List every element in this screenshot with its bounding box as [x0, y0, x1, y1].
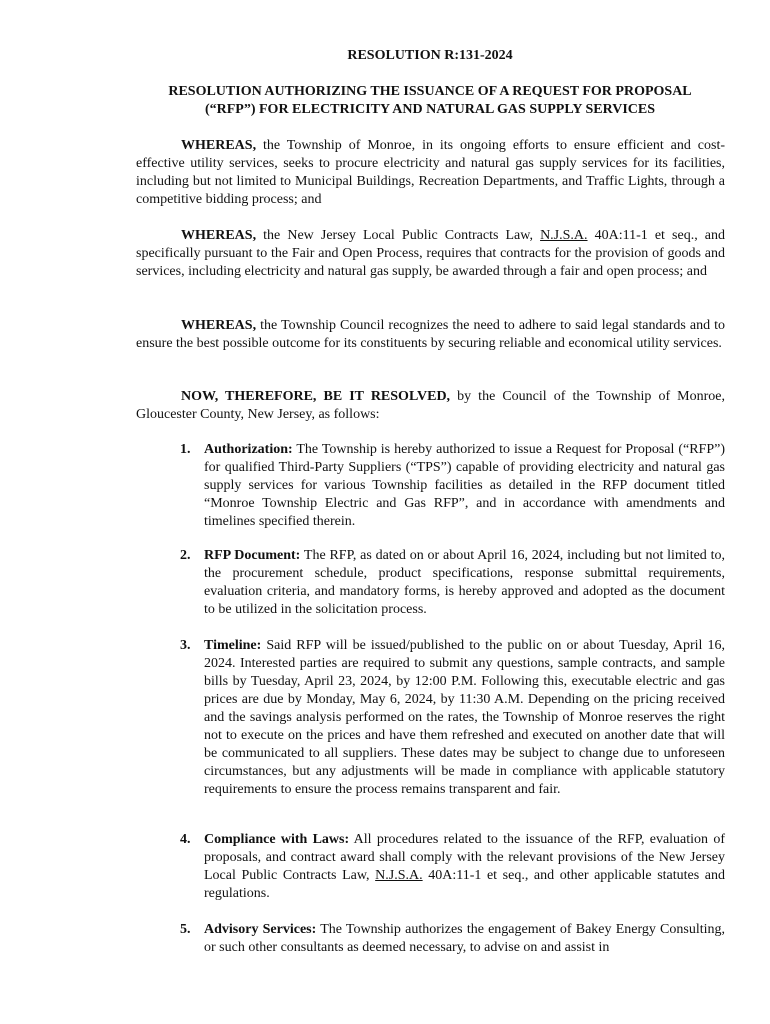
item-text: 40A:11-1 et seq., and other applicable statutes and regulations.	[204, 868, 725, 901]
resolved-lead: NOW, THEREFORE, BE IT RESOLVED,	[181, 389, 451, 404]
whereas-text: the New Jersey Local Public Contracts Law,	[256, 228, 541, 243]
item-text: All procedures related to the issuance of the RFP, evaluation of proposals, and contract award shall comply with the relevant provisions of the New Jersey Local Public Contracts Law,	[204, 832, 726, 883]
whereas-lead: WHEREAS,	[181, 228, 257, 243]
resolution-item-rfp-document	[180, 547, 725, 619]
item-number: 3.	[180, 638, 191, 653]
item-number: 4.	[180, 832, 191, 847]
whereas-text: the Township of Monroe, in its ongoing efforts to ensure efficient and cost-effective utility services, seeks to procure electricity and natural gas supply services for its facilities, including but not limited to Municipal Buildings, Recreation Departments, and Traffic Lights, through a competitive bidding process; and	[136, 138, 725, 207]
item-heading: Authorization:	[204, 442, 293, 457]
whereas-lead: WHEREAS,	[181, 318, 257, 333]
resolution-item-advisory	[180, 921, 725, 957]
item-body	[204, 637, 725, 799]
resolution-number: RESOLUTION R:131-2024	[347, 48, 513, 63]
item-text: Said RFP will be issued/published to the public on or about Tuesday, April 16, 2024. Interested parties are required to submit any questions, sample contracts, and sample bills by Tuesday, April 23, 2024, by 12:00 P.M. Following this, executable electric and gas prices are due by Monday, May 6, 2024, by 11:30 A.M. Depending on the pricing received and the savings analysis performed on the rates, the Township of Monroe reserves the right not to execute on the prices and have them refreshed and executed on another date that will be communicated to all suppliers. These dates may be subject to change due to unforeseen circumstances, but any adjustments will be made in compliance with applicable statutory requirements to ensure the process remains transparent and fair.	[204, 638, 725, 797]
item-text: The Township is hereby authorized to issue a Request for Proposal (“RFP”) for qualified Third-Party Suppliers (“TPS”) capable of providing electricity and natural gas supply services for various Township facilities as detailed in the RFP document titled “Monroe Township Electric and Gas RFP”, and in accordance with amendments and timelines specified therein.	[204, 442, 725, 529]
item-heading: Advisory Services:	[204, 922, 317, 937]
whereas-text: 40A:11-1 et seq., and specifically pursuant to the Fair and Open Process, requires that contracts for the provision of goods and services, including electricity and natural gas supply, be awarded through a fair and open process; and	[136, 228, 725, 279]
resolved-text: by the Council of the Township of Monroe, Gloucester County, New Jersey, as follows:	[136, 389, 725, 422]
whereas-lead: WHEREAS,	[181, 138, 257, 153]
item-number: 5.	[180, 922, 191, 937]
resolution-item-timeline	[180, 637, 725, 799]
resolution-item-authorization	[180, 441, 725, 531]
resolution-title	[136, 83, 724, 119]
item-heading: Compliance with Laws:	[204, 832, 350, 847]
item-number: 2.	[180, 548, 191, 563]
whereas-paragraph-2	[136, 227, 725, 281]
whereas-paragraph-3	[136, 317, 725, 353]
resolved-paragraph	[136, 388, 725, 424]
item-number: 1.	[180, 442, 191, 457]
item-heading: Timeline:	[204, 638, 262, 653]
item-heading: RFP Document:	[204, 548, 301, 563]
title-line-1: RESOLUTION AUTHORIZING THE ISSUANCE OF A REQUEST FOR PROPOSAL	[168, 84, 692, 99]
item-body	[204, 921, 725, 957]
item-body	[204, 441, 725, 531]
whereas-paragraph-1	[136, 137, 725, 209]
item-body	[204, 831, 725, 903]
statute-citation: N.J.S.A.	[375, 868, 423, 883]
item-body	[204, 547, 725, 619]
item-text: The RFP, as dated on or about April 16, 2024, including but not limited to, the procurement schedule, product specifications, response submittal requirements, evaluation criteria, and mandatory forms, is hereby approved and adopted as the document to be utilized in the solicitation process.	[204, 548, 725, 617]
statute-citation: N.J.S.A.	[540, 228, 588, 243]
title-line-2: (“RFP”) FOR ELECTRICITY AND NATURAL GAS SUPPLY SERVICES	[204, 102, 656, 117]
whereas-text: the Township Council recognizes the need to adhere to said legal standards and to ensure the best possible outcome for its constituents by securing reliable and economical utility services.	[136, 318, 725, 351]
resolution-item-compliance	[180, 831, 725, 903]
item-text: The Township authorizes the engagement of Bakey Energy Consulting, or such other consultants as deemed necessary, to advise on and assist in	[204, 922, 726, 955]
